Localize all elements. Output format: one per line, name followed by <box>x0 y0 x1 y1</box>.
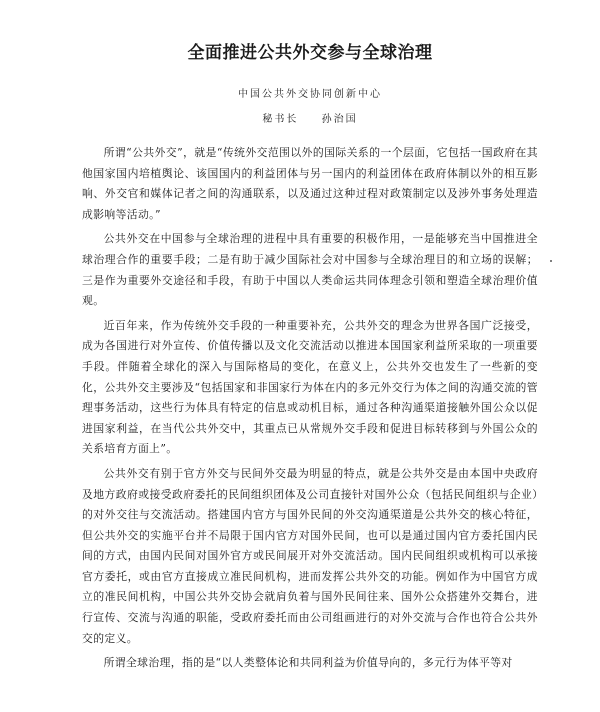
paragraph-4: 公共外交有别于官方外交与民间外交最为明显的特点，就是公共外交是由本国中央政府及地方政府或接受政府委托的民间组织团体及公司直接针对国外公众（包括民间组织与企业）的对外交往与交流活动。搭建国内官方与国外民间的外交沟通渠道是公共外交的核心特征，但公共外交的实施平台并不局限于国内官方对国外民间，也可以是通过国内官方委托国内民间的方式，由国内民间对国外官方或民间展开对外交流活动。国内民间组织或机构可以承接官方委托，或由官方直接成立准民间机构，进而发挥公共外交的功能。例如作为中国官方成立的准民间机构，中国公共外交协会就肩负着与国外民间往来、国外公众搭建外交舞台，进行宣传、交流与沟通的职能，受政府委托而由公司组画进行的对外交流与合作也符合公共外交的定义。 <box>82 466 538 645</box>
author-name: 孙治国 <box>321 114 358 125</box>
author-organization: 中国公共外交协同创新中心 <box>238 89 382 100</box>
paragraph-1: 所谓“公共外交”，就是“传统外交范围以外的国际关系的一个层面，它包括一国政府在其他国家国内培植舆论、该国国内的利益团体与另一国内的利益团体在政府体制以外的相互影响、外交官和媒体记者之间的沟通联系，以及通过这种过程对政策制定以及涉外事务处理造成影响等活动。” <box>82 146 538 221</box>
paragraph-5: 所谓全球治理，指的是“以人类整体论和共同利益为价值导向的，多元行为体平等对 <box>103 656 513 670</box>
document-title: 全面推进公共外交参与全球治理 <box>187 43 433 63</box>
paragraph-3: 近百年来，作为传统外交手段的一种重要补充，公共外交的理念为世界各国广泛接受，成为各国进行对外宣传、价值传播以及文化交流活动以推进本国国家利益所采取的一项重要手段。伴随着全球化的深入与国际格局的变化，在意义上，公共外交也发生了一些新的变化，公共外交主要涉及“包括国家和非国家行为体在内的多元外交行为体之间的沟通交流的管理事务活动，这些行为体具有特定的信息或动机目标，通过各种沟通渠道接触外国公众以促进国家利益，在当代公共外交中，其重点已从常规外交手段和促进目标转移到与外国公众的关系培育方面上”。 <box>82 318 538 456</box>
paragraph-2: 公共外交在中国参与全球治理的进程中具有重要的积极作用，一是能够充当中国推进全球治理合作的重要手段；二是有助于减少国际社会对中国参与全球治理目的和立场的误解；三是作为重要外交途径和手段，有助于中国以人类命运共同体理念引领和塑造全球治理价值观。 <box>82 232 538 308</box>
author-line <box>82 110 538 125</box>
author-role: 秘书长 <box>262 114 299 125</box>
scan-speck <box>550 260 552 262</box>
